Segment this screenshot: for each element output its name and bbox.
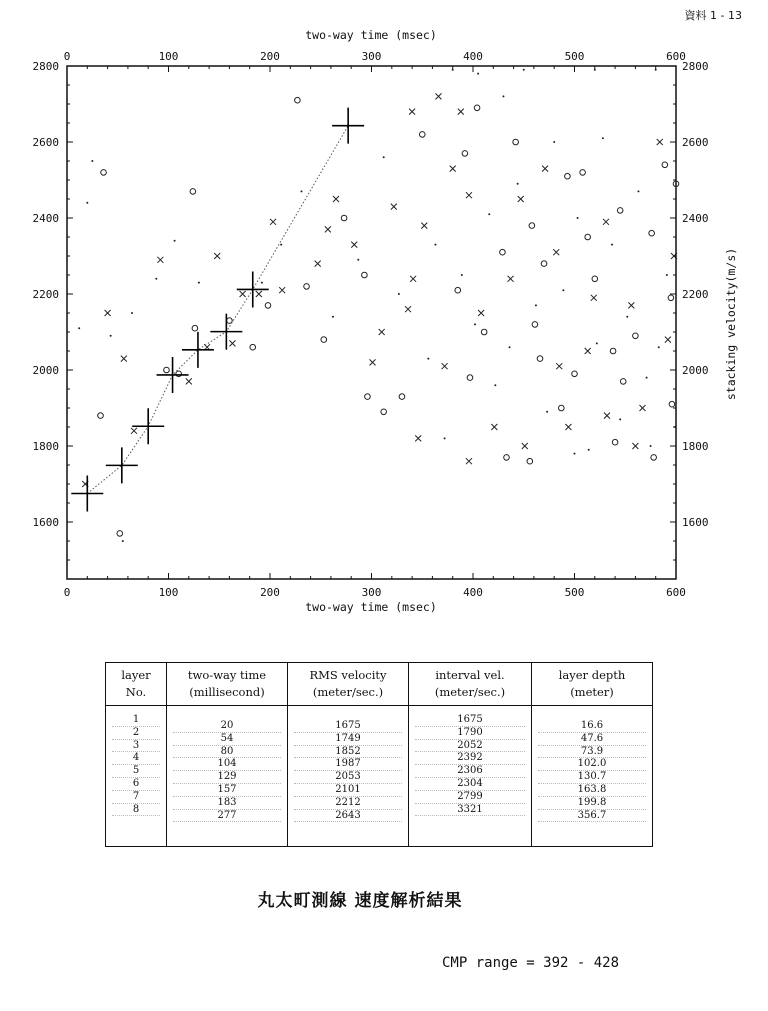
table-cell: 1675 [294,720,402,733]
col-header-rms-line1: RMS velocity [309,668,387,682]
table-cell: 3 [112,740,160,753]
semblance-dot-point [596,342,598,344]
col-header-two-way-time [167,663,288,706]
table-cell: 4 [112,752,160,765]
y-tick-label-left: 1600 [32,516,59,529]
y-axis-title-right: stacking velocity(m/s) [724,247,738,401]
col-header-rms-line2: (meter/sec.) [312,685,384,699]
semblance-cross-point [640,405,646,411]
col-header-depth-line2: (meter) [570,685,614,699]
x-tick-label-bottom: 100 [158,586,179,599]
semblance-circle-point [649,230,655,236]
y-tick-label-right: 1800 [682,440,709,453]
semblance-dot-point [602,137,604,139]
semblance-cross-point [657,139,663,145]
semblance-circle-point [101,170,107,176]
semblance-cross-point [186,378,192,384]
semblance-circle-point [474,105,480,111]
table-cell: 1790 [415,727,525,740]
semblance-dot-point [280,244,282,246]
x-axis-title-bottom: two-way time (msec) [305,600,437,614]
semblance-cross-point [542,166,548,172]
semblance-cross-point [229,340,235,346]
semblance-circle-point [341,215,347,221]
semblance-cross-point [405,306,411,312]
semblance-circle-point [164,367,170,373]
semblance-circle-point [321,337,327,343]
semblance-circle-point [192,325,198,331]
table-cell: 6 [112,778,160,791]
col-rms-velocity [288,706,409,847]
semblance-dot-point [488,213,490,215]
table-cell: 2053 [294,771,402,784]
table-cell: 356.7 [538,810,646,823]
col-header-time-line1: two-way time [187,668,267,682]
table-cell: 80 [173,746,281,759]
y-tick-label-left: 2000 [32,364,59,377]
table-cell: 1987 [294,758,402,771]
velocity-pick-line [87,126,348,494]
semblance-circle-point [295,97,301,103]
y-tick-label-left: 1800 [32,440,59,453]
y-tick-label-left: 2800 [32,60,59,73]
table-cell: 16.6 [538,720,646,733]
table-cell: 73.9 [538,746,646,759]
semblance-dot-point [674,426,676,428]
semblance-cross-point [157,257,163,263]
velocity-pick-marker [210,314,242,350]
x-tick-label-bottom: 300 [361,586,382,599]
semblance-dot-point [553,141,555,143]
semblance-dot-point [198,282,200,284]
semblance-circle-point [467,375,473,381]
table-cell: 5 [112,765,160,778]
x-tick-label-top: 600 [666,50,686,63]
semblance-cross-point [325,226,331,232]
semblance-cross-point [478,310,484,316]
figure-title: 丸太町測線 速度解析結果 [257,891,463,911]
table-cell: 8 [112,804,160,817]
semblance-dot-point [131,312,133,314]
semblance-dot-point [383,156,385,158]
page-reference: 資料 1 - 13 [684,9,742,22]
table-cell: 2304 [415,778,525,791]
semblance-circle-point [527,458,533,464]
velocity-pick-marker [106,447,138,483]
table-cell: 3321 [415,804,525,817]
semblance-dot-point [502,95,504,97]
semblance-circle-point [176,371,182,377]
semblance-dot-point [474,323,476,325]
table-cell: 2212 [294,797,402,810]
semblance-dot-point [444,437,446,439]
x-tick-label-bottom: 0 [63,586,71,599]
semblance-circle-point [592,276,598,282]
semblance-dot-point [655,69,657,71]
semblance-cross-point [351,242,357,248]
semblance-dot-point [477,73,479,75]
semblance-cross-point [270,219,276,225]
semblance-cross-point [442,363,448,369]
semblance-dot-point [611,244,613,246]
semblance-cross-point [410,276,416,282]
col-layer-depth [532,706,653,847]
semblance-circle-point [455,287,461,293]
semblance-circle-point [513,139,519,145]
semblance-dot-point [261,282,263,284]
x-tick-label-top: 400 [463,50,483,63]
semblance-dot-point [619,418,621,420]
semblance-dot-point [155,278,157,280]
semblance-dot-point [174,240,176,242]
semblance-circle-point [620,379,626,385]
semblance-dot-point [86,202,88,204]
semblance-cross-point [522,443,528,449]
semblance-circle-point [504,455,510,461]
col-header-interval-line2: (meter/sec.) [434,685,506,699]
semblance-dot-point [637,190,639,192]
table-cell: 2052 [415,740,525,753]
velocity-pick-marker [71,476,103,512]
table-cell: 1675 [415,714,525,727]
semblance-circle-point [617,208,623,214]
semblance-circle-point [572,371,578,377]
table-cell: 1749 [294,733,402,746]
y-tick-label-left: 2200 [32,288,59,301]
semblance-dot-point [574,453,576,455]
semblance-circle-point [559,405,565,411]
x-tick-label-top: 200 [260,50,280,63]
col-header-layer-line1: layer [121,668,151,682]
semblance-cross-point [591,295,597,301]
table-cell: 2643 [294,810,402,823]
semblance-cross-point [632,443,638,449]
semblance-cross-point [508,276,514,282]
semblance-circle-point [529,223,535,229]
semblance-circle-point [250,344,256,350]
semblance-cross-point [435,93,441,99]
col-header-interval-vel [409,663,532,706]
table-cell: 277 [173,810,281,823]
table-cell: 2 [112,727,160,740]
semblance-cross-point [240,291,246,297]
table-body-row [106,706,653,847]
semblance-dot-point [562,289,564,291]
semblance-circle-point [381,409,387,415]
semblance-cross-point [333,196,339,202]
semblance-circle-point [365,394,371,400]
semblance-circle-point [419,132,425,138]
semblance-circle-point [610,348,616,354]
x-axis-title-top: two-way time (msec) [305,28,437,42]
semblance-cross-point [491,424,497,430]
x-tick-label-top: 100 [158,50,179,63]
col-header-interval-line1: interval vel. [435,668,505,682]
velocity-pick-marker [132,408,164,444]
semblance-cross-point [315,261,321,267]
table-cell: 199.8 [538,797,646,810]
velocity-table [105,662,653,847]
x-tick-label-top: 500 [564,50,585,63]
y-tick-label-right: 2200 [682,288,709,301]
semblance-dot-point [626,316,628,318]
cmp-range-label: CMP range = 392 - 428 [442,955,620,971]
x-tick-label-bottom: 200 [260,586,280,599]
semblance-dot-point [300,190,302,192]
table-cell: 102.0 [538,758,646,771]
semblance-circle-point [399,394,405,400]
semblance-circle-point [669,401,675,407]
semblance-circle-point [668,295,674,301]
col-header-layer-depth [532,663,653,706]
table-cell: 7 [112,791,160,804]
col-header-depth-line1: layer depth [558,668,626,682]
table-cell: 183 [173,797,281,810]
semblance-circle-point [117,531,123,537]
semblance-cross-point [628,302,634,308]
col-interval-vel [409,706,532,847]
semblance-circle-point [190,189,196,195]
semblance-circle-point [462,151,468,157]
semblance-circle-point [304,284,310,290]
semblance-cross-point [415,435,421,441]
semblance-cross-point [450,166,456,172]
semblance-cross-point [466,458,472,464]
semblance-cross-point [409,109,415,115]
semblance-cross-point [105,310,111,316]
col-header-layer-line2: No. [125,685,147,699]
table-cell: 47.6 [538,733,646,746]
semblance-circle-point [362,272,368,278]
table-cell: 2306 [415,765,525,778]
semblance-circle-point [265,303,271,309]
semblance-dot-point [646,377,648,379]
semblance-circle-point [500,249,506,255]
semblance-cross-point [604,413,610,419]
y-tick-label-right: 2600 [682,136,709,149]
table-cell: 129 [173,771,281,784]
semblance-cross-point [391,204,397,210]
plot-frame [67,66,676,579]
velocity-pick-marker [182,332,214,368]
y-tick-label-left: 2400 [32,212,59,225]
semblance-circle-point [612,439,618,445]
semblance-circle-point [537,356,543,362]
semblance-dot-point [523,69,525,71]
semblance-dot-point [517,183,519,185]
semblance-dot-point [427,358,429,360]
semblance-circle-point [580,170,586,176]
semblance-dot-point [546,411,548,413]
semblance-dot-point [91,160,93,162]
velocity-pick-marker [237,271,269,307]
semblance-dot-point [577,217,579,219]
col-layer-no [106,706,167,847]
y-tick-label-left: 2600 [32,136,59,149]
semblance-dot-point [122,540,124,542]
semblance-dot-point [535,304,537,306]
semblance-cross-point [466,192,472,198]
table-cell: 157 [173,784,281,797]
x-tick-label-bottom: 400 [463,586,483,599]
semblance-circle-point [98,413,104,419]
semblance-circle-point [541,261,547,267]
velocity-pick-marker [332,108,364,144]
semblance-dot-point [452,69,454,71]
semblance-cross-point [370,359,376,365]
semblance-cross-point [121,356,127,362]
table-cell: 163.8 [538,784,646,797]
semblance-cross-point [214,253,220,259]
semblance-cross-point [518,196,524,202]
y-tick-label-right: 2800 [682,60,709,73]
table-cell: 20 [173,720,281,733]
semblance-dot-point [588,449,590,451]
semblance-circle-point [481,329,487,335]
y-tick-label-right: 2000 [682,364,709,377]
y-tick-label-right: 2400 [682,212,709,225]
semblance-dot-point [398,293,400,295]
table-cell: 2799 [415,791,525,804]
col-header-rms-velocity [288,663,409,706]
x-tick-label-bottom: 600 [666,586,686,599]
x-tick-label-top: 300 [361,50,382,63]
semblance-dot-point [461,274,463,276]
semblance-dot-point [78,327,80,329]
semblance-circle-point [633,333,639,339]
table-cell: 130.7 [538,771,646,784]
table-cell: 2101 [294,784,402,797]
semblance-dot-point [650,445,652,447]
col-header-layer [106,663,167,706]
semblance-cross-point [131,428,137,434]
x-tick-label-bottom: 500 [564,586,585,599]
table-cell: 104 [173,758,281,771]
semblance-cross-point [458,109,464,115]
semblance-cross-point [603,219,609,225]
table-cell: 1852 [294,746,402,759]
semblance-dot-point [110,335,112,337]
semblance-dot-point [666,274,668,276]
semblance-cross-point [556,363,562,369]
semblance-circle-point [585,234,591,240]
x-tick-label-top: 0 [63,50,71,63]
semblance-circle-point [532,322,538,328]
semblance-dot-point [494,384,496,386]
semblance-cross-point [665,337,671,343]
semblance-dot-point [509,346,511,348]
semblance-dot-point [594,69,596,71]
y-tick-label-right: 1600 [682,516,709,529]
table-cell: 2392 [415,752,525,765]
semblance-circle-point [227,318,233,324]
semblance-circle-point [565,173,571,179]
table-cell: 1 [112,714,160,727]
semblance-circle-point [662,162,668,168]
semblance-dot-point [332,316,334,318]
semblance-dot-point [434,244,436,246]
semblance-cross-point [585,348,591,354]
semblance-cross-point [553,249,559,255]
table-cell: 54 [173,733,281,746]
semblance-dot-point [658,346,660,348]
semblance-cross-point [421,223,427,229]
semblance-circle-point [651,455,657,461]
semblance-cross-point [279,287,285,293]
semblance-cross-point [379,329,385,335]
col-two-way-time [167,706,288,847]
col-header-time-line2: (millisecond) [189,685,265,699]
table-header-row [106,663,653,706]
semblance-cross-point [565,424,571,430]
velocity-pick-marker [157,357,189,393]
semblance-cross-point [256,291,262,297]
semblance-dot-point [357,259,359,261]
